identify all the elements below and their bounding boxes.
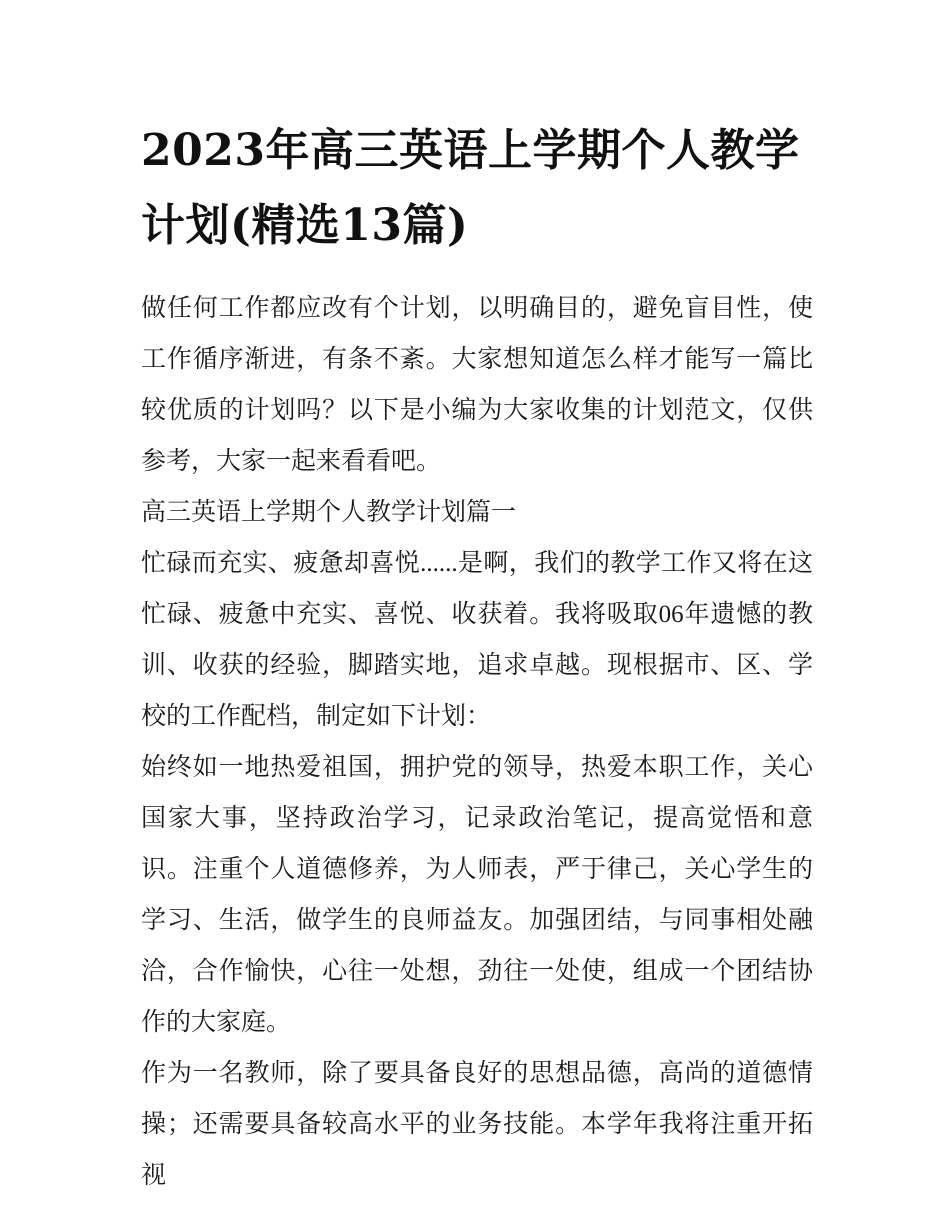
section-heading: 高三英语上学期个人教学计划篇一 [141,499,517,526]
title-spacer [141,263,813,283]
body-paragraph-3: 作为一名教师，除了要具备良好的思想品德，高尚的道德情操；还需要具备较高水平的业务技能。本学年我将注重开拓视 [141,1060,813,1189]
body-paragraph-2: 始终如一地热爱祖国，拥护党的领导，热爱本职工作，关心国家大事，坚持政治学习，记录政治笔记，提高觉悟和意识。注重个人道德修养，为人师表，严于律己，关心学生的学习、生活，做学生的良师益友。加强团结，与同事相处融洽，合作愉快，心往一处想，劲往一处使，组成一个团结协作的大家庭。 [141,754,813,1036]
body-paragraph-1: 忙碌而充实、疲惫却喜悦......是啊，我们的教学工作又将在这忙碌、疲惫中充实、喜悦、收获着。我将吸取06年遗憾的教训、收获的经验，脚踏实地，追求卓越。现根据市、区、学校的工作配档，制定如下计划： [141,550,813,730]
document-body [141,113,813,1201]
intro-paragraph: 做任何工作都应改有个计划，以明确目的，避免盲目性，使工作循序渐进，有条不紊。大家想知道怎么样才能写一篇比较优质的计划吗？以下是小编为大家收集的计划范文，仅供参考，大家一起来看看吧。 [141,295,813,475]
document-title: 2023年高三英语上学期个人教学计划(精选13篇) [141,125,800,251]
